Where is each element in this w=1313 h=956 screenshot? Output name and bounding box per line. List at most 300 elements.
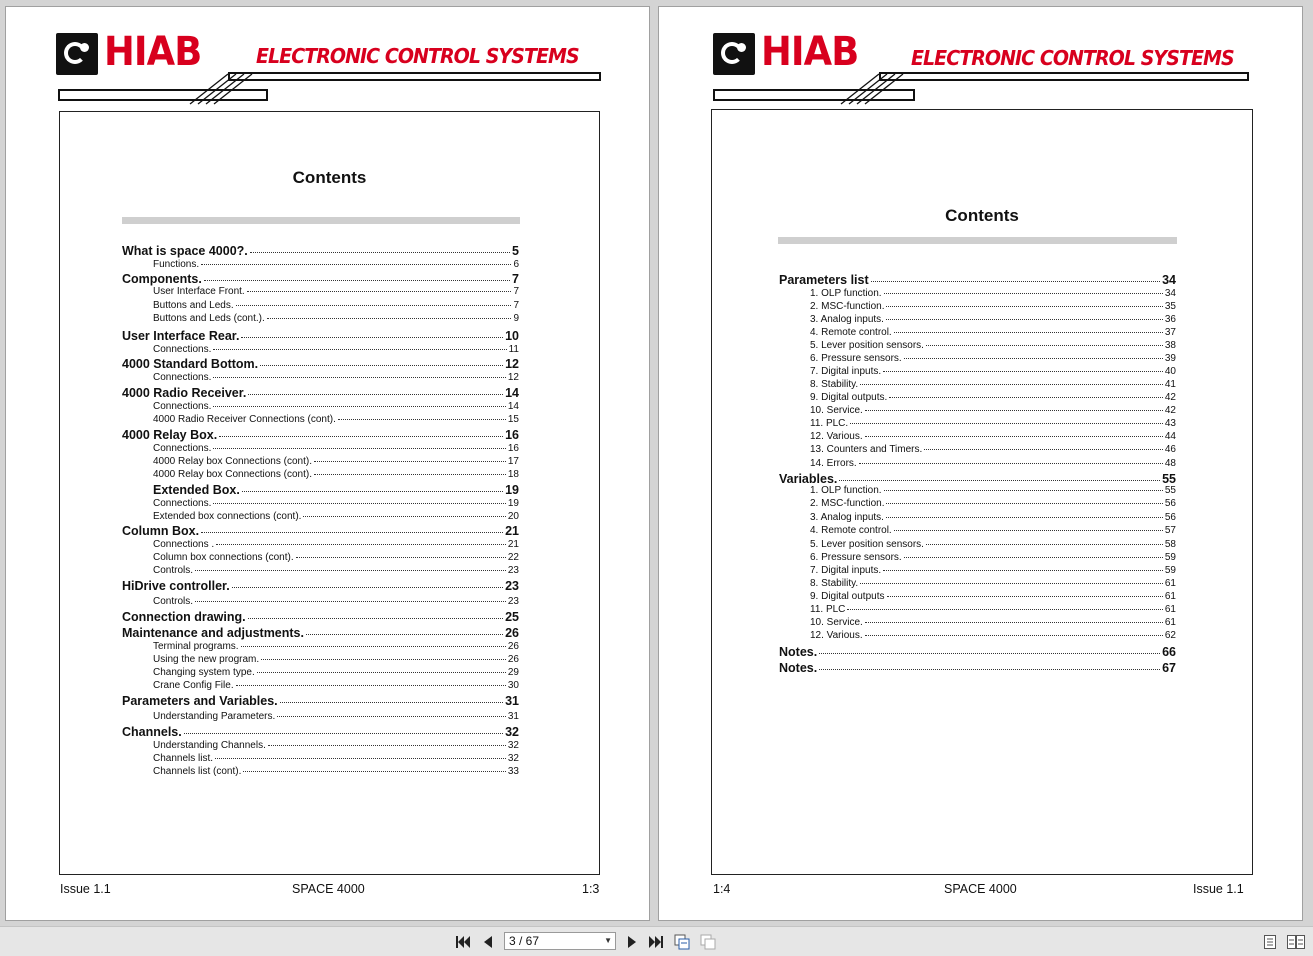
toc-entry-label: 8. Stability.	[810, 578, 859, 589]
previous-page-icon[interactable]	[478, 927, 498, 956]
toc-entry-label: Channels list (cont).	[153, 766, 242, 777]
toc-entry-label: 4. Remote control.	[810, 525, 892, 536]
toc-entry-label: Controls.	[153, 596, 194, 607]
toc-entry-label: 4. Remote control.	[810, 327, 892, 338]
toc-page-number: 61	[1164, 578, 1176, 589]
toc-page-number: 23	[507, 565, 519, 576]
toc-entry[interactable]	[122, 272, 519, 286]
toc-subentry[interactable]	[153, 456, 519, 467]
toc-subentry[interactable]	[153, 766, 519, 777]
toc-dot-leader	[884, 293, 1163, 294]
toc-entry-label: 3. Analog inputs.	[810, 314, 884, 325]
toc-page-number: 66	[1162, 645, 1176, 659]
toc-dot-leader	[314, 474, 506, 475]
toc-page-number: 61	[1164, 617, 1176, 628]
toc-dot-leader	[213, 349, 506, 350]
footer-left: 1:4	[713, 882, 731, 896]
toc-entry[interactable]	[122, 428, 519, 442]
toc-page-number: 38	[1164, 340, 1176, 351]
toc-subentry[interactable]	[810, 617, 1176, 628]
toc-page-number: 39	[1164, 353, 1176, 364]
toc-page-number: 12	[507, 372, 519, 383]
toc-page-number: 56	[1164, 498, 1176, 509]
toc-dot-leader	[247, 291, 512, 292]
document-page-left	[5, 6, 650, 921]
toc-dot-leader	[248, 394, 503, 395]
toc-subentry[interactable]	[810, 405, 1176, 416]
toc-page-number: 26	[505, 626, 519, 640]
toc-subentry[interactable]	[153, 414, 519, 425]
last-page-icon[interactable]	[645, 927, 667, 956]
toc-page-number: 16	[507, 443, 519, 454]
toc-subentry[interactable]	[810, 565, 1176, 576]
toc-dot-leader	[241, 337, 503, 338]
toc-page-number: 23	[505, 579, 519, 593]
toc-subentry[interactable]	[153, 511, 519, 522]
toc-dot-leader	[213, 406, 506, 407]
toc-page-number: 32	[507, 753, 519, 764]
footer-left: Issue 1.1	[60, 882, 111, 896]
toc-dot-leader	[904, 358, 1163, 359]
toc-entry-label: 9. Digital outputs	[810, 591, 885, 602]
toc-subentry[interactable]	[810, 512, 1176, 523]
toc-page-number: 6	[513, 259, 519, 270]
toc-entry-label: 2. MSC-function.	[810, 498, 885, 509]
toc-page-number: 55	[1164, 485, 1176, 496]
footer-right: 1:3	[582, 882, 600, 896]
toc-dot-leader	[894, 332, 1163, 333]
toc-page-number: 21	[505, 524, 519, 538]
paste-page-icon[interactable]	[698, 927, 718, 956]
toc-page-number: 56	[1164, 512, 1176, 523]
toc-dot-leader	[819, 669, 1160, 670]
toc-page-number: 10	[505, 329, 519, 343]
title-underline-bar	[778, 237, 1177, 244]
toc-entry-label: Parameters and Variables.	[122, 694, 278, 708]
toc-entry-label: 5. Lever position sensors.	[810, 539, 924, 550]
toc-subentry[interactable]	[153, 711, 519, 722]
toc-dot-leader	[883, 371, 1163, 372]
toc-dot-leader	[236, 305, 512, 306]
toc-page-number: 16	[505, 428, 519, 442]
toc-dot-leader	[216, 544, 506, 545]
toc-subentry[interactable]	[153, 300, 519, 311]
toc-page-number: 7	[512, 272, 519, 286]
toc-entry-label: 12. Various.	[810, 630, 863, 641]
toc-dot-leader	[261, 659, 506, 660]
toc-dot-leader	[819, 653, 1160, 654]
toc-subentry[interactable]	[153, 680, 519, 691]
toc-entry[interactable]	[122, 386, 519, 400]
toc-subentry[interactable]	[810, 301, 1176, 312]
toc-subentry[interactable]	[810, 578, 1176, 589]
page-indicator: 3 / 67	[509, 934, 540, 948]
toc-page-number: 30	[507, 680, 519, 691]
toc-subentry[interactable]	[810, 444, 1176, 455]
header-rule-top	[879, 72, 1249, 81]
toc-subentry[interactable]	[153, 259, 519, 270]
toc-entry-label: Connections.	[153, 344, 212, 355]
toc-dot-leader	[241, 646, 506, 647]
footer-center: SPACE 4000	[944, 882, 1017, 896]
toc-dot-leader	[926, 544, 1163, 545]
toc-dot-leader	[268, 745, 506, 746]
toc-subentry[interactable]	[153, 286, 519, 297]
toc-dot-leader	[204, 280, 510, 281]
toc-subentry[interactable]	[153, 313, 519, 324]
header-subtitle: ELECTRONIC CONTROL SYSTEMS	[911, 46, 1234, 70]
toc-page-number: 67	[1162, 661, 1176, 675]
toc-subentry[interactable]	[810, 552, 1176, 563]
toc-subentry[interactable]	[810, 418, 1176, 429]
toc-dot-leader	[296, 557, 506, 558]
toc-subentry[interactable]	[153, 596, 519, 607]
toc-entry-label: 7. Digital inputs.	[810, 565, 882, 576]
toc-subentry[interactable]	[810, 591, 1176, 602]
toc-entry-label: 6. Pressure sensors.	[810, 552, 902, 563]
toc-dot-leader	[257, 672, 506, 673]
toc-page-number: 40	[1164, 366, 1176, 377]
toc-subentry[interactable]	[810, 485, 1176, 496]
toc-dot-leader	[886, 319, 1163, 320]
toc-page-number: 9	[513, 313, 519, 324]
toc-dot-leader	[924, 449, 1163, 450]
hiab-logo-icon	[56, 33, 98, 75]
toc-entry-label: Functions.	[153, 259, 200, 270]
toc-subentry[interactable]	[153, 667, 519, 678]
toc-dot-leader	[865, 436, 1163, 437]
toc-dot-leader	[213, 448, 506, 449]
toc-entry-label: 10. Service.	[810, 617, 863, 628]
toc-page-number: 23	[507, 596, 519, 607]
toc-dot-leader	[201, 264, 511, 265]
document-page-right	[658, 6, 1303, 921]
toc-dot-leader	[886, 306, 1162, 307]
page-title: Contents	[945, 206, 1019, 225]
toc-entry-label: 11. PLC.	[810, 418, 849, 429]
toc-dot-leader	[306, 634, 503, 635]
toc-entry-label: Understanding Parameters.	[153, 711, 276, 722]
toc-page-number: 11	[508, 344, 519, 355]
toc-subentry[interactable]	[810, 431, 1176, 442]
toc-dot-leader	[201, 532, 503, 533]
toc-entry-label: Connections.	[153, 401, 212, 412]
toc-entry[interactable]	[122, 329, 519, 343]
toc-entry[interactable]	[779, 472, 1176, 486]
content-frame	[59, 111, 600, 875]
toc-page-number: 25	[505, 610, 519, 624]
toc-entry[interactable]	[153, 483, 519, 497]
toc-entry-label: 4000 Relay box Connections (cont).	[153, 469, 312, 480]
toc-subentry[interactable]	[153, 498, 519, 509]
toc-page-number: 59	[1164, 552, 1176, 563]
toc-page-number: 35	[1164, 301, 1176, 312]
toc-page-number: 18	[507, 469, 519, 480]
toc-entry-label: Extended Box.	[153, 483, 240, 497]
toc-subentry[interactable]	[153, 753, 519, 764]
toc-page-number: 42	[1164, 405, 1176, 416]
footer-center: SPACE 4000	[292, 882, 365, 896]
toc-entry-label: Changing system type.	[153, 667, 255, 678]
toc-entry-label: Buttons and Leds.	[153, 300, 234, 311]
toc-page-number: 41	[1164, 379, 1176, 390]
toc-entry-label: Connections .	[153, 539, 215, 550]
chevron-down-icon: ▼	[604, 936, 612, 945]
toc-entry-label: Using the new program.	[153, 654, 260, 665]
toc-page-number: 62	[1164, 630, 1176, 641]
toc-entry-label: 8. Stability.	[810, 379, 859, 390]
toc-page-number: 7	[513, 286, 519, 297]
toc-entry[interactable]	[122, 725, 519, 739]
toc-page-number: 17	[507, 456, 519, 467]
toc-entry[interactable]	[779, 661, 1176, 675]
toc-page-number: 61	[1164, 604, 1176, 615]
toc-page-number: 55	[1162, 472, 1176, 486]
next-page-icon[interactable]	[622, 927, 642, 956]
header-rule-top	[228, 72, 601, 81]
toc-entry[interactable]	[122, 579, 519, 593]
toc-subentry[interactable]	[153, 552, 519, 563]
toc-entry-label: Connections.	[153, 498, 212, 509]
toc-page-number: 37	[1164, 327, 1176, 338]
toc-page-number: 42	[1164, 392, 1176, 403]
toc-subentry[interactable]	[810, 340, 1176, 351]
toc-subentry[interactable]	[810, 379, 1176, 390]
toc-entry-label: Column box connections (cont).	[153, 552, 294, 563]
toc-entry-label: 4000 Relay box Connections (cont).	[153, 456, 312, 467]
toc-dot-leader	[860, 384, 1163, 385]
toc-subentry[interactable]	[153, 740, 519, 751]
toc-dot-leader	[865, 410, 1163, 411]
toc-page-number: 36	[1164, 314, 1176, 325]
toc-subentry[interactable]	[810, 314, 1176, 325]
toc-page-number: 59	[1164, 565, 1176, 576]
footer-right: Issue 1.1	[1193, 882, 1244, 896]
toc-page-number: 43	[1164, 418, 1176, 429]
toc-entry-label: Extended box connections (cont).	[153, 511, 302, 522]
toc-dot-leader	[865, 622, 1163, 623]
toc-page-number: 12	[505, 357, 519, 371]
toc-page-number: 22	[507, 552, 519, 563]
toc-entry-label: 4000 Radio Receiver.	[122, 386, 247, 400]
toc-entry[interactable]	[122, 357, 519, 371]
toc-dot-leader	[248, 618, 503, 619]
toc-entry[interactable]	[779, 273, 1176, 287]
toc-entry-label: Maintenance and adjustments.	[122, 626, 304, 640]
toc-entry-label: 12. Various.	[810, 431, 863, 442]
toc-dot-leader	[865, 635, 1163, 636]
toc-dot-leader	[250, 252, 510, 253]
toc-entry-label: HiDrive controller.	[122, 579, 230, 593]
toc-entry[interactable]	[122, 610, 519, 624]
toc-dot-leader	[884, 490, 1163, 491]
toc-entry-label: Controls.	[153, 565, 194, 576]
toc-dot-leader	[871, 281, 1160, 282]
copy-page-icon[interactable]	[672, 927, 692, 956]
toc-entry-label: Components.	[122, 272, 202, 286]
page-header	[56, 29, 601, 113]
toc-dot-leader	[215, 758, 506, 759]
toc-dot-leader	[243, 771, 506, 772]
toc-page-number: 31	[505, 694, 519, 708]
toc-entry-label: 9. Digital outputs.	[810, 392, 888, 403]
toc-entry-label: 1. OLP function.	[810, 288, 882, 299]
toc-dot-leader	[904, 557, 1163, 558]
toc-page-number: 32	[507, 740, 519, 751]
toc-entry-label: Understanding Channels.	[153, 740, 266, 751]
toc-dot-leader	[277, 716, 506, 717]
toc-dot-leader	[184, 733, 503, 734]
toc-subentry[interactable]	[810, 539, 1176, 550]
toc-entry-label: Notes.	[779, 661, 818, 675]
toc-subentry[interactable]	[153, 565, 519, 576]
toc-dot-leader	[195, 601, 506, 602]
toc-dot-leader	[839, 480, 1160, 481]
toc-subentry[interactable]	[810, 392, 1176, 403]
toc-page-number: 32	[505, 725, 519, 739]
toc-page-number: 34	[1164, 288, 1176, 299]
toc-page-number: 44	[1164, 431, 1176, 442]
toc-dot-leader	[886, 503, 1162, 504]
toc-dot-leader	[338, 419, 506, 420]
toc-entry-label: 4000 Radio Receiver Connections (cont).	[153, 414, 336, 425]
toc-entry-label: 4000 Relay Box.	[122, 428, 218, 442]
toc-entry-label: 13. Counters and Timers.	[810, 444, 923, 455]
toc-page-number: 34	[1162, 273, 1176, 287]
toc-entry-label: 4000 Standard Bottom.	[122, 357, 259, 371]
toc-page-number: 58	[1164, 539, 1176, 550]
toc-dot-leader	[314, 461, 506, 462]
toc-page-number: 15	[507, 414, 519, 425]
toc-dot-leader	[213, 503, 506, 504]
toc-dot-leader	[860, 583, 1163, 584]
toc-dot-leader	[260, 365, 503, 366]
toc-entry-label: Connections.	[153, 443, 212, 454]
toc-entry-label: Column Box.	[122, 524, 200, 538]
toc-entry[interactable]	[122, 694, 519, 708]
toc-page-number: 5	[512, 244, 519, 258]
toc-entry-label: Connections.	[153, 372, 212, 383]
toc-entry-label: Buttons and Leds (cont.).	[153, 313, 265, 324]
toc-subentry[interactable]	[153, 372, 519, 383]
toc-subentry[interactable]	[153, 443, 519, 454]
first-page-icon[interactable]	[452, 927, 474, 956]
toc-entry[interactable]	[122, 524, 519, 538]
toc-dot-leader	[219, 436, 503, 437]
toc-subentry[interactable]	[810, 498, 1176, 509]
hiab-logo-text: HIAB	[104, 29, 202, 75]
toc-dot-leader	[195, 570, 506, 571]
toc-page-number: 14	[507, 401, 519, 412]
toc-dot-leader	[303, 516, 505, 517]
header-slash-decoration	[188, 71, 270, 105]
header-slash-decoration	[839, 71, 921, 105]
toc-page-number: 31	[507, 711, 519, 722]
toc-subentry[interactable]	[153, 344, 519, 355]
toc-subentry[interactable]	[153, 401, 519, 412]
toc-entry-label: 11. PLC	[810, 604, 846, 615]
toc-entry-label: What is space 4000?.	[122, 244, 248, 258]
toc-dot-leader	[280, 702, 503, 703]
toc-page-number: 7	[513, 300, 519, 311]
toc-subentry[interactable]	[810, 630, 1176, 641]
toc-entry-label: 3. Analog inputs.	[810, 512, 884, 523]
toc-subentry[interactable]	[810, 525, 1176, 536]
toc-entry-label: Terminal programs.	[153, 641, 239, 652]
toc-subentry[interactable]	[810, 366, 1176, 377]
toc-entry-label: Channels.	[122, 725, 182, 739]
toc-subentry[interactable]	[810, 604, 1176, 615]
toc-entry-label: 2. MSC-function.	[810, 301, 885, 312]
toc-entry-label: User Interface Front.	[153, 286, 245, 297]
page-title: Contents	[292, 168, 367, 187]
content-frame	[711, 109, 1253, 875]
toc-entry[interactable]	[779, 645, 1176, 659]
title-underline-bar	[122, 217, 520, 224]
page-header	[713, 29, 1258, 113]
toc-subentry[interactable]	[810, 458, 1176, 469]
toc-page-number: 19	[505, 483, 519, 497]
toc-page-number: 14	[505, 386, 519, 400]
toc-entry-label: Variables.	[779, 472, 838, 486]
toc-page-number: 46	[1164, 444, 1176, 455]
toc-entry[interactable]	[122, 626, 519, 640]
toc-dot-leader	[850, 423, 1163, 424]
toc-entry-label: Parameters list	[779, 273, 869, 287]
toc-dot-leader	[887, 596, 1163, 597]
toc-page-number: 61	[1164, 591, 1176, 602]
toc-page-number: 26	[507, 641, 519, 652]
toc-entry-label: 5. Lever position sensors.	[810, 340, 924, 351]
toc-entry-label: Crane Config File.	[153, 680, 234, 691]
toc-dot-leader	[889, 397, 1163, 398]
hiab-logo-icon	[713, 33, 755, 75]
toc-subentry[interactable]	[153, 641, 519, 652]
toc-subentry[interactable]	[810, 327, 1176, 338]
toc-subentry[interactable]	[810, 353, 1176, 364]
toc-subentry[interactable]	[153, 539, 519, 550]
toc-page-number: 57	[1164, 525, 1176, 536]
page-number-select[interactable]	[504, 932, 616, 950]
single-page-view-icon[interactable]	[1260, 927, 1280, 956]
toc-entry-label: 10. Service.	[810, 405, 863, 416]
toc-page-number: 33	[507, 766, 519, 777]
toc-dot-leader	[926, 345, 1163, 346]
hiab-logo-text: HIAB	[761, 29, 859, 75]
toc-page-number: 29	[507, 667, 519, 678]
toc-dot-leader	[883, 570, 1163, 571]
toc-entry-label: 14. Errors.	[810, 458, 857, 469]
viewer-toolbar	[0, 926, 1313, 956]
two-page-view-icon[interactable]	[1284, 927, 1308, 956]
toc-entry-label: Notes.	[779, 645, 818, 659]
toc-dot-leader	[232, 587, 503, 588]
toc-page-number: 19	[507, 498, 519, 509]
toc-dot-leader	[859, 463, 1163, 464]
toc-subentry[interactable]	[153, 469, 519, 480]
toc-page-number: 21	[507, 539, 519, 550]
toc-entry-label: Channels list.	[153, 753, 214, 764]
toc-page-number: 26	[507, 654, 519, 665]
toc-entry-label: 1. OLP function.	[810, 485, 882, 496]
toc-dot-leader	[236, 685, 506, 686]
toc-subentry[interactable]	[153, 654, 519, 665]
toc-subentry[interactable]	[810, 288, 1176, 299]
toc-entry[interactable]	[122, 244, 519, 258]
header-subtitle: ELECTRONIC CONTROL SYSTEMS	[256, 44, 579, 68]
toc-entry-label: Connection drawing.	[122, 610, 246, 624]
toc-page-number: 20	[507, 511, 519, 522]
